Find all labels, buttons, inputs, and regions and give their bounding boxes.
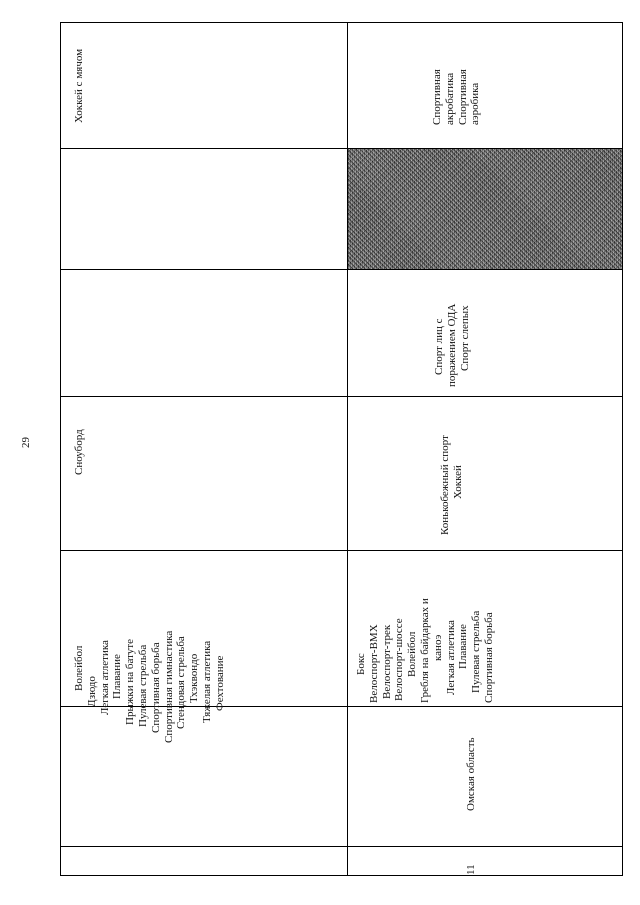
sport-item: Спорт слепых xyxy=(458,305,471,371)
shaded-cell xyxy=(348,149,622,269)
sport-item: Велоспорт-трек xyxy=(380,624,393,699)
sport-item: аэробика xyxy=(469,82,482,125)
column-divider xyxy=(61,846,622,847)
sport-item: Плавание xyxy=(111,654,124,699)
sport-item: Велоспорт-ВМХ xyxy=(367,624,380,703)
sport-item: Спортивная xyxy=(431,69,443,125)
row-number-cell xyxy=(465,864,478,875)
region-cell xyxy=(465,737,478,841)
row-number: 11 xyxy=(465,864,477,875)
top-olympic-winter-cell xyxy=(73,429,86,545)
column-divider xyxy=(61,396,622,397)
sport-item: Пулевая стрельба xyxy=(136,644,149,727)
region-name: Омская область xyxy=(465,737,477,811)
sport-item: Хоккей xyxy=(451,465,464,499)
sport-item: Сноуборд xyxy=(73,429,85,475)
sport-item: Спортивная гимнастика xyxy=(162,630,175,743)
sport-item: Тхэквондо xyxy=(188,653,201,703)
sport-item: Конькобежный спорт xyxy=(439,435,451,535)
sport-item: Пулевая стрельба xyxy=(470,610,483,693)
bottom-non-olympic-cell xyxy=(431,69,482,143)
sport-item: Велоспорт-шоссе xyxy=(393,618,406,701)
sports-table xyxy=(60,22,623,876)
sport-item: Фехтование xyxy=(213,655,226,711)
sport-item: Гребля на байдарках и xyxy=(418,598,431,703)
sport-item: Спортивная xyxy=(456,69,469,125)
sport-item: Волейбол xyxy=(406,631,419,677)
sport-item: Спортивная борьба xyxy=(482,612,495,703)
sport-item: каноэ xyxy=(431,634,444,661)
sport-item: Спорт лиц с xyxy=(433,318,445,375)
sport-item: акробатика xyxy=(443,72,456,125)
sport-item: Волейбол xyxy=(73,645,85,691)
sport-item: Легкая атлетика xyxy=(444,620,457,695)
top-non-olympic-cell xyxy=(73,49,86,141)
column-divider xyxy=(61,550,622,551)
sport-item: Плавание xyxy=(457,624,470,669)
sport-item: поражением ОДА xyxy=(445,303,458,387)
bottom-olympic-winter-cell xyxy=(439,435,465,547)
sport-item: Спортивная борьба xyxy=(149,642,162,733)
top-olympic-summer-cell xyxy=(73,631,227,841)
sport-item: Дзюдо xyxy=(85,676,98,707)
bottom-olympic-summer-cell xyxy=(355,598,496,703)
sport-item: Тяжелая атлетика xyxy=(200,640,213,723)
column-divider xyxy=(61,269,622,270)
sport-item: Бокс xyxy=(355,653,367,675)
page-number: 29 xyxy=(20,437,32,448)
sport-item: Хоккей с мячом xyxy=(73,48,85,123)
sport-item: Стендовая стрельба xyxy=(175,636,188,729)
bottom-paralympic-cell xyxy=(433,304,471,393)
sport-item: Прыжки на батуте xyxy=(124,639,137,725)
sport-item: Легкая атлетика xyxy=(98,640,111,715)
